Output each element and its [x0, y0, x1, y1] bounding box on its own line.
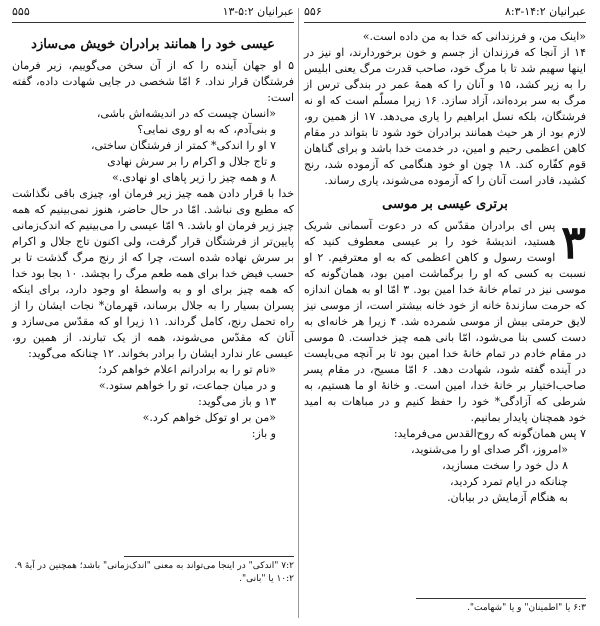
poem-line: ۷ او را اندکی* کمتر از فرشتگان ساختی،	[90, 139, 276, 152]
page-number: ۵۵۶	[304, 5, 322, 18]
poem-line: و باز:	[251, 427, 276, 440]
paragraph: ۷ پس همان‌گونه که روح‌القدس می‌فرماید:	[393, 427, 586, 440]
right-page-body	[304, 23, 586, 506]
footnotes	[12, 556, 294, 586]
chapter-number: ۳	[561, 215, 586, 269]
poem-line: «انسان چیست که در اندیشه‌اش باشی،	[96, 107, 276, 120]
footnote: ۱۰:۲ یا "بانی".	[239, 574, 294, 584]
page-number: ۵۵۵	[12, 5, 30, 18]
section-title: عیسی خود را همانند برادران خویش می‌سازد	[31, 37, 275, 52]
poem-line: و بنی‌آدم، که به او روی نمایی؟	[137, 123, 276, 136]
right-page-header	[304, 0, 586, 23]
paragraph: خدا با قرار دادن همه چیز زیر فرمان او، چیزی باقی نگذاشت که مطیع وی نباشد. امّا در حال حاضر، هنوز نمی‌بینیم که همه چیز زیر فرمان او باشد. ۹ امّا عیسی را می‌بینیم که اندک‌زمانی پایین‌تر از فرشتگان قرار گرفت، ولی اکنون تاج جلال و اکرام بر سرش نهاده شده است، چرا که از رنج مرگ گذشت تا بر حسب فیض خدا برای همه طعم مرگ را بچشد. ۱۰ بجا بود خدا که همه چیز برای او و به واسطهٔ او وجود دارد، برای اینکه پسران بسیار را به جلال برساند، قهرمان* نجات ایشان را از راه تحمل رنج، کامل گرداند. ۱۱ زیرا او که مقدّس می‌سازد و آنان که مقدّس می‌شوند، همه از یک تبارند. از همین رو، عیسی عار ندارد ایشان را برادر بخواند. ۱۲ چنانکه می‌گوید:	[12, 187, 294, 360]
section-title: برتری عیسی بر موسی	[382, 197, 508, 212]
poem-line: و در میان جماعت، تو را خواهم ستود.»	[98, 379, 276, 392]
left-page	[12, 0, 294, 626]
left-page-body	[12, 23, 294, 442]
poem-line: چنانکه در ایام تمرد کردید،	[450, 475, 568, 488]
left-page-header	[12, 0, 294, 23]
paragraph: ۱۴ از آنجا که فرزندان از جسم و خون برخوردارند، او نیز در اینها سهیم شد تا با مرگ خود، صاحب قدرت مرگ یعنی ابلیس را به زیر کشد، ۱۵ و آنان را که همهٔ عمر در بندگی ترس از مرگ به سر برده‌اند، آزاد سازد. ۱۶ زیرا مسلّم است که او نه فرشتگان، بلکه نسل ابراهیم را یاری می‌دهد. ۱۷ از همین رو، لازم بود از هر حیث همانند برادران خود شود تا بتواند در مقام کاهن اعظمی رحیم و امین، در خدمت خدا باشد و برای گناهان قوم کفّاره کند. ۱۸ چون او خود هنگامی که آزموده شد، رنج کشید، قادر است آنان را که آزموده می‌شوند، یاری رساند.	[304, 46, 586, 187]
footnote-rule	[416, 598, 586, 599]
poem-block	[304, 442, 568, 506]
footnote: ۷:۲ "اندکی" در اینجا می‌تواند به معنی "اندک‌زمانی" باشد؛ همچنین در آیهٔ ۹.	[14, 561, 294, 571]
footnotes	[304, 598, 586, 615]
footnote-rule	[124, 556, 294, 557]
poem-line: ۸ و همه چیز را زیر پاهای او نهادی.»	[111, 171, 276, 184]
poem-line: «امروز، اگر صدای او را می‌شنوید،	[411, 443, 568, 456]
gutter-line	[298, 8, 299, 618]
running-head: عبرانیان ۱۴:۲-۸:۳	[504, 5, 586, 18]
footnote: ۶:۳ یا "اطمینان" و یا "شهامت".	[466, 603, 586, 613]
poem-block	[12, 362, 276, 442]
poem-line: «من بر او توکل خواهم کرد.»	[142, 411, 276, 424]
paragraph: «اینک من، و فرزندانی که خدا به من داده است.»	[362, 30, 586, 43]
poem-line: ۸ دل خود را سخت مسازید،	[442, 459, 568, 472]
poem-line: به هنگام آزمایش در بیابان.	[447, 491, 568, 504]
running-head: عبرانیان ۵:۲-۱۳	[222, 5, 294, 18]
poem-line: ۱۳ و باز می‌گوید:	[198, 395, 276, 408]
paragraph: ۵ او جهان آینده را که از آن سخن می‌گوییم، زیر فرمان فرشتگان قرار نداد. ۶ امّا شخصی در جایی شهادت داده، گفته است:	[12, 59, 294, 104]
poem-line: «نام تو را به برادرانم اعلام خواهم کرد؛	[98, 363, 276, 376]
poem-line: و تاج جلال و اکرام را بر سرش نهادی	[107, 155, 276, 168]
paragraph: پس ای برادران مقدّس که در دعوت آسمانی شریک هستید، اندیشهٔ خود را بر عیسی معطوف کنید که اوست رسول و کاهن اعظمی که به او معترفیم. ۲ او نسبت به کسی که او را برگماشت امین بود، همان‌گونه که موسی نیز در تمام خانهٔ خدا امین بود. ۳ امّا او به همان اندازه که حرمت سازندهٔ خانه از خود خانه بیشتر است، از موسی نیز لایق حرمتی بیش از موسی شمرده شد. ۴ زیرا هر خانه‌ای به دست کسی بنا می‌شود، امّا بانی همه چیز خداست. ۵ موسی در مقام خادم در تمام خانهٔ خدا امین بود تا بر آنچه می‌بایست در آینده گفته شود، شهادت دهد. ۶ امّا مسیح، در مقام پسر صاحب‌اختیار بر خانهٔ خدا، امین است. و خانهٔ او ما هستیم، به شرطی که آزادگی* خود را حفظ کنیم و در مباهات به امید خود همچنان پایدار بمانیم.	[304, 219, 587, 424]
right-page	[304, 0, 586, 626]
poem-block	[12, 106, 276, 186]
